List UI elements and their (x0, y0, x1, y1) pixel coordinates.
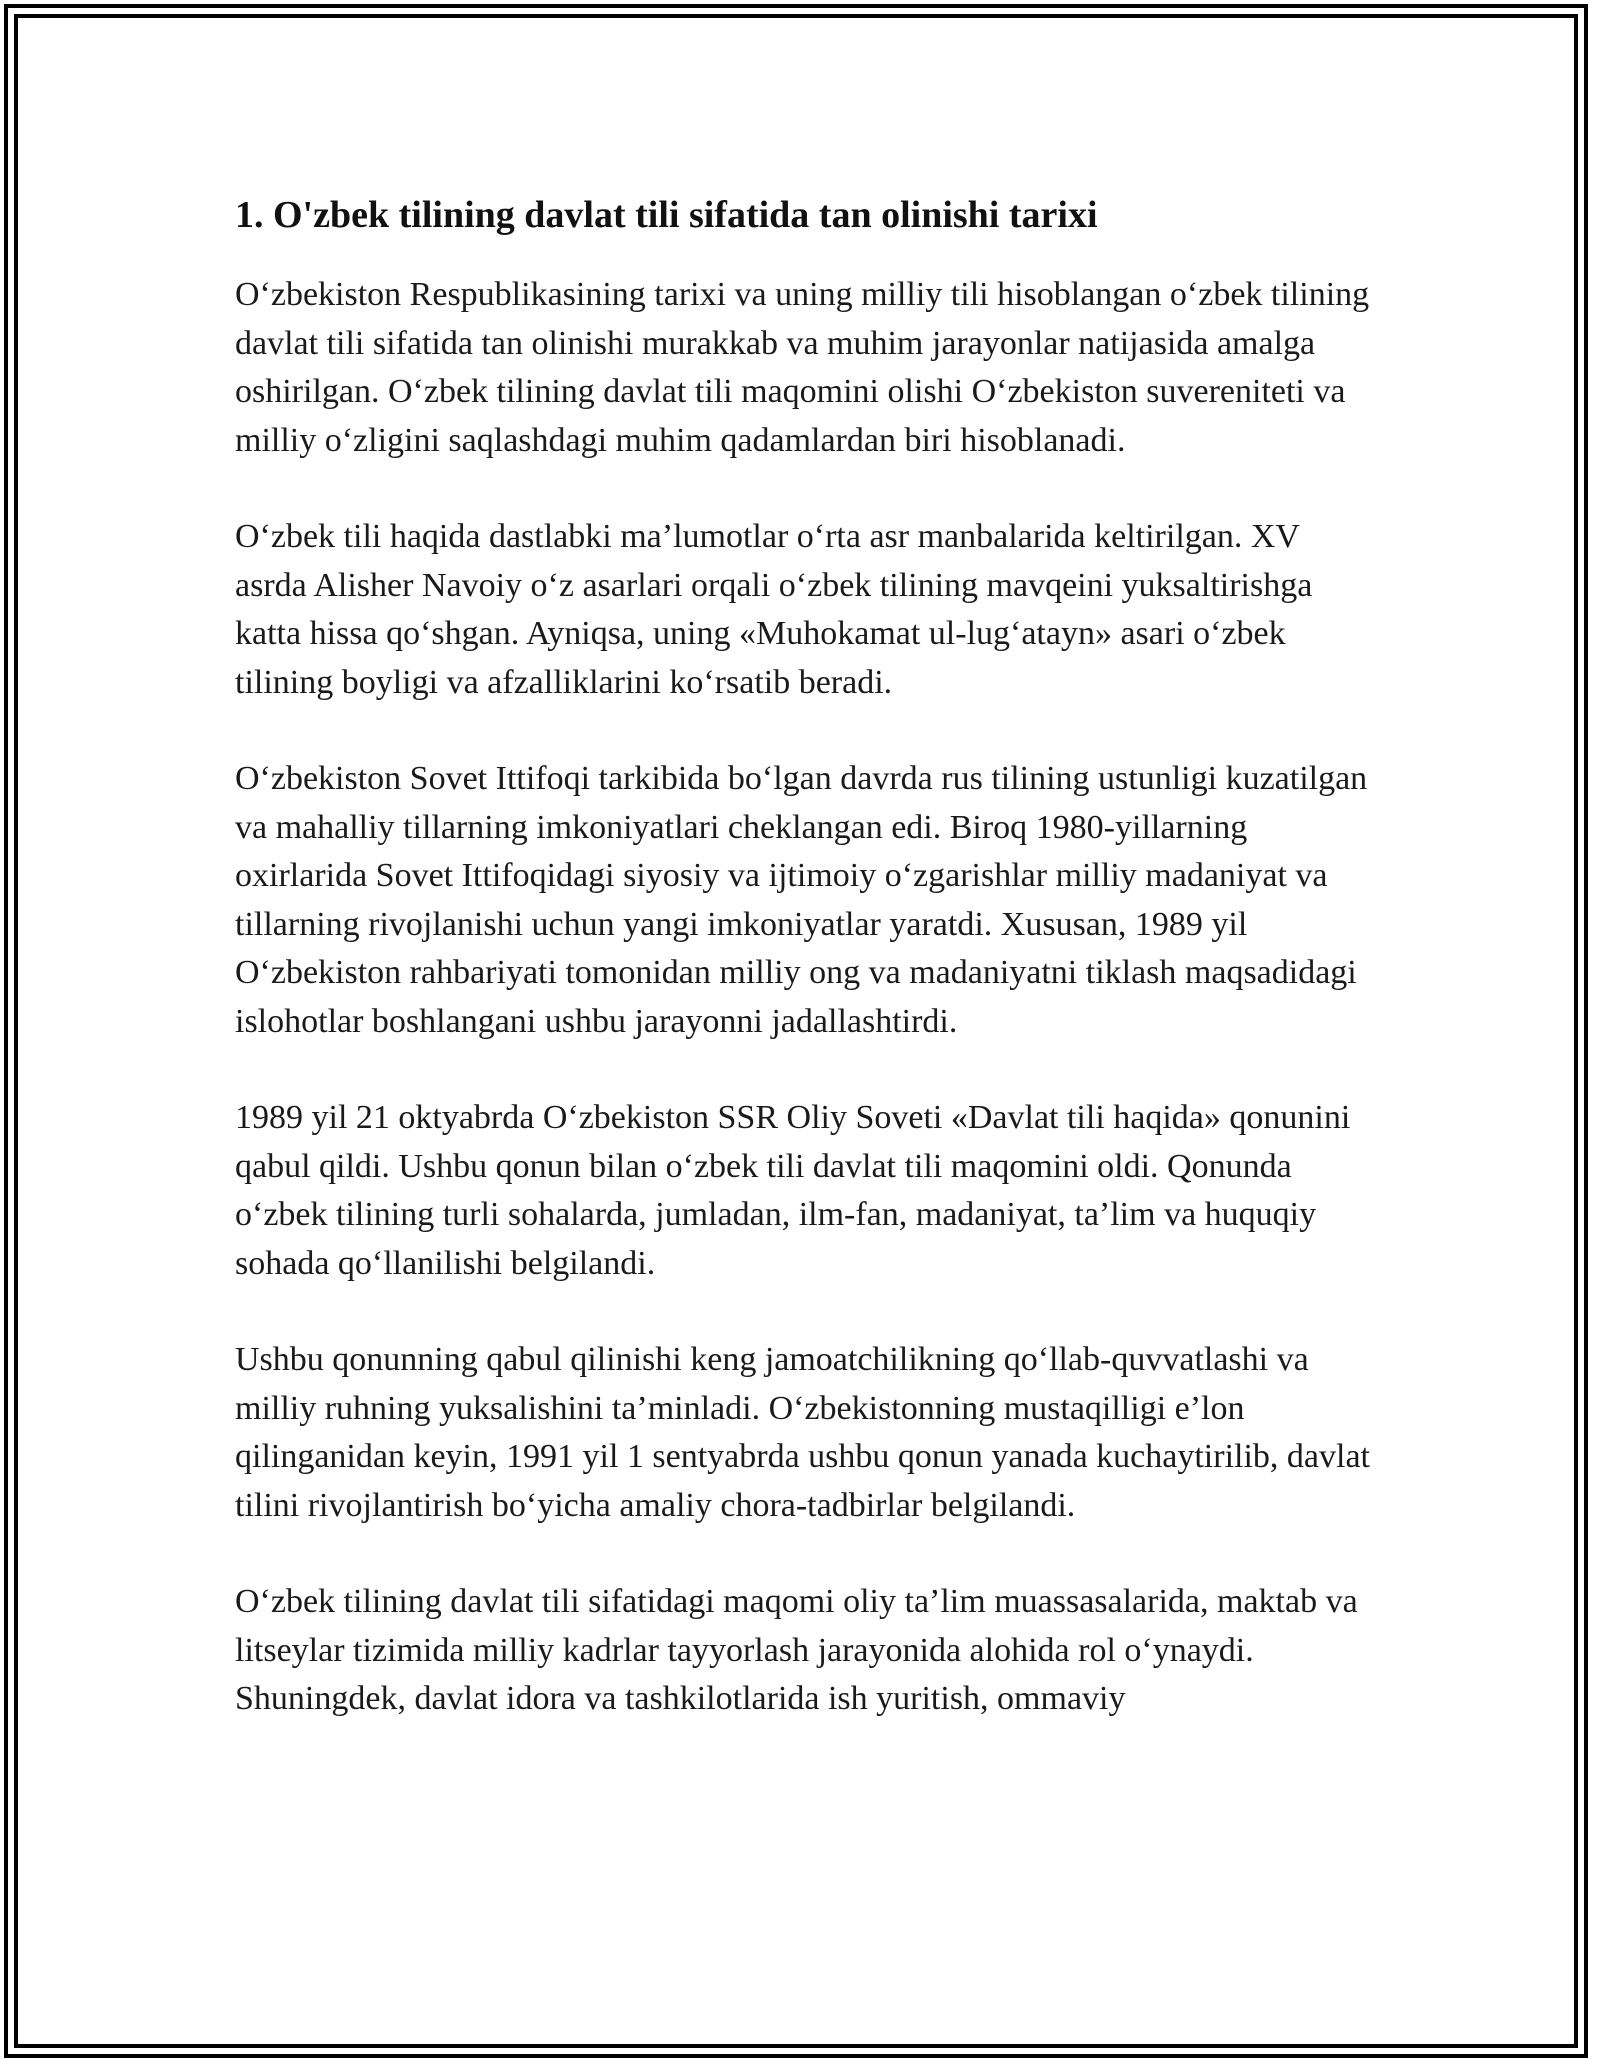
document-body (235, 185, 1370, 1724)
paragraph-4: 1989 yil 21 oktyabrda O‘zbekiston SSR Oliy Soveti «Davlat tili haqida» qonunini qabul qildi. Ushbu qonun bilan o‘zbek tili davlat tili maqomini oldi. Qonunda o‘zbek tilining turli sohalarda, jumladan, ilm-fan, madaniyat, ta’lim va huquqiy sohada qo‘llanilishi belgilandi. (235, 1099, 1351, 1282)
section-heading: 1. O'zbek tilining davlat tili sifatida tan olinishi tarixi (235, 194, 1098, 236)
paragraph-5: Ushbu qonunning qabul qilinishi keng jamoatchilikning qo‘llab-quvvatlashi va milliy ruhning yuksalishini ta’minladi. O‘zbekistonning mustaqilligi e’lon qilinganidan keyin, 1991 yil 1 sentyabrda ushbu qonun yanada kuchaytirilib, davlat tilini rivojlantirish bo‘yicha amaliy chora-tadbirlar belgilandi. (235, 1341, 1370, 1524)
paragraph-1: O‘zbekiston Respublikasining tarixi va uning milliy tili hisoblangan o‘zbek tilining davlat tili sifatida tan olinishi murakkab va muhim jarayonlar natijasida amalga oshirilgan. O‘zbek tilining davlat tili maqomini olishi O‘zbekiston suvereniteti va milliy o‘zligini saqlashdagi muhim qadamlardan biri hisoblanadi. (235, 276, 1370, 459)
paragraph-3: O‘zbekiston Sovet Ittifoqi tarkibida bo‘lgan davrda rus tilining ustunligi kuzatilgan va mahalliy tillarning imkoniyatlari cheklangan edi. Biroq 1980-yillarning oxirlarida Sovet Ittifoqidagi siyosiy va ijtimoiy o‘zgarishlar milliy madaniyat va tillarning rivojlanishi uchun yangi imkoniyatlar yaratdi. Xususan, 1989 yil O‘zbekiston rahbariyati tomonidan milliy ong va madaniyatni tiklash maqsadidagi islohotlar boshlangani ushbu jarayonni jadallashtirdi. (235, 760, 1368, 1040)
paragraph-6: O‘zbek tilining davlat tili sifatidagi maqomi oliy ta’lim muassasalarida, maktab va litseylar tizimida milliy kadrlar tayyorlash jarayonida alohida rol o‘ynaydi. Shuningdek, davlat idora va tashkilotlarida ish yuritish, ommaviy (235, 1583, 1358, 1717)
paragraph-2: O‘zbek tili haqida dastlabki ma’lumotlar o‘rta asr manbalarida keltirilgan. XV asrda Alisher Navoiy o‘z asarlari orqali o‘zbek tilining mavqeini yuksaltirishga katta hissa qo‘shgan. Ayniqsa, uning «Muhokamat ul-lug‘atayn» asari o‘zbek tilining boyligi va afzalliklarini ko‘rsatib beradi. (235, 518, 1313, 701)
